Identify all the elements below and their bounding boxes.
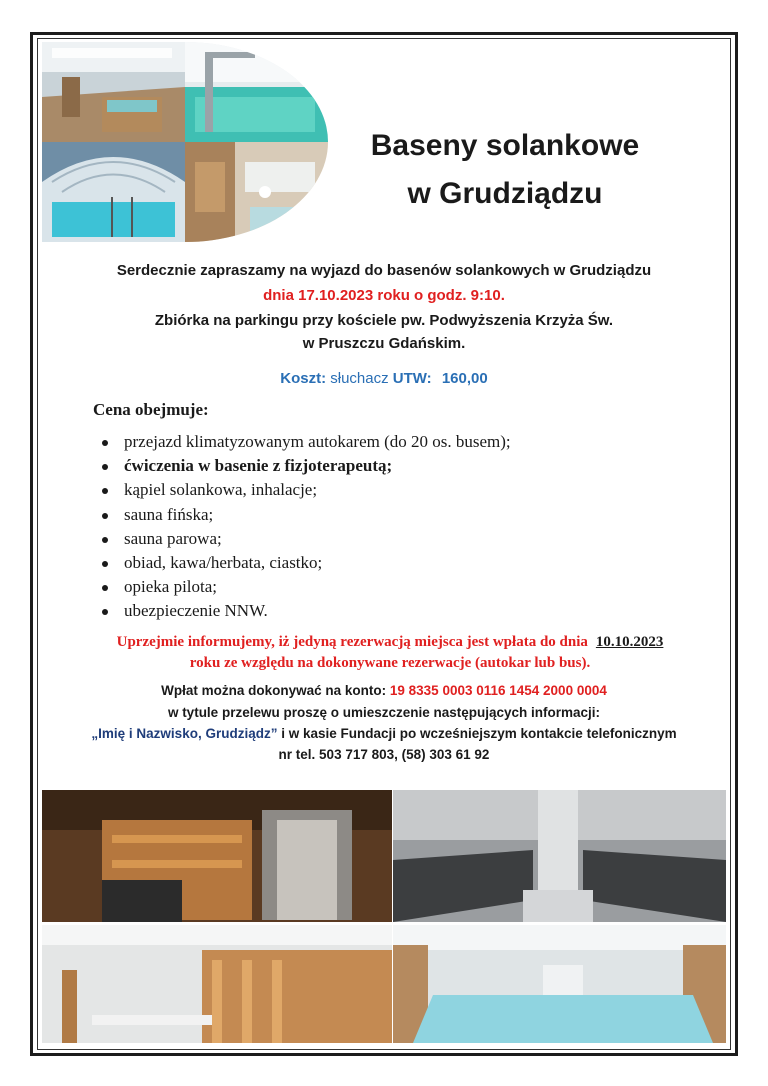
bullet-icon: [102, 440, 108, 446]
list-item: ubezpieczenie NNW.: [92, 599, 511, 623]
phone-numbers: nr tel. 503 717 803, (58) 303 61 92: [278, 747, 490, 762]
bullet-icon: [102, 513, 108, 519]
bullet-icon: [102, 537, 108, 543]
cost-middle: słuchacz: [330, 370, 389, 387]
payment-label: Wpłat można dokonywać na konto:: [161, 683, 387, 698]
invite-date-line: dnia 17.10.2023 roku o godz. 9:10.: [263, 287, 505, 304]
deadline-date: 10.10.2023: [595, 634, 664, 650]
list-item: sauna fińska;: [92, 503, 511, 527]
photo-indoor-pool-hall: [42, 42, 185, 142]
payment-account-line: [40, 683, 728, 698]
notice-line-1: Uprzejmie informujemy, iż jedyną rezerwacją miejsca jest wpłata do dnia 10.10.2023: [116, 634, 664, 650]
photo-glass-roof-pool: [42, 142, 185, 242]
bank-account-number: 19 8335 0003 0116 1454 2000 0004: [389, 683, 607, 698]
pool-collage: [42, 42, 328, 242]
transfer-title-quote: „Imię i Nazwisko, Grudziądz”: [91, 726, 278, 741]
title-line-2: w Grudziądzu: [407, 177, 603, 210]
cost-line: [40, 370, 728, 387]
invite-place-line: w Pruszczu Gdańskim.: [302, 335, 466, 352]
bullet-icon: [102, 464, 108, 470]
list-item: opieka pilota;: [92, 575, 511, 599]
payment-title-content: [40, 726, 728, 741]
cost-amount: 160,00: [441, 370, 488, 387]
cost-utw: UTW:: [392, 370, 432, 387]
payment-title-instruction: w tytule przelewu proszę o umieszczenie następujących informacji:: [167, 705, 601, 720]
notice-line-2: roku ze względu na dokonywane rezerwacje (autokar lub bus).: [189, 655, 591, 671]
invite-meeting-line: Zbiórka na parkingu przy kościele pw. Podwyższenia Krzyża Św.: [154, 312, 614, 329]
invite-line-1: Serdecznie zapraszamy na wyjazd do basenów solankowych w Grudziądzu: [116, 262, 652, 279]
bullet-icon: [102, 585, 108, 591]
transfer-title-rest: i w kasie Fundacji po wcześniejszym kontakcie telefonicznym: [277, 726, 677, 741]
includes-heading: Cena obejmuje:: [93, 400, 209, 419]
photo-pool-with-fountain: [185, 42, 328, 142]
photo-main-pool: [393, 925, 726, 1043]
photo-sauna-room-with-tub: [185, 142, 328, 242]
page-title: [345, 122, 665, 218]
bullet-icon: [102, 488, 108, 494]
photo-finnish-sauna: [42, 790, 392, 922]
bullet-icon: [102, 609, 108, 615]
list-item: przejazd klimatyzowanym autokarem (do 20 os. busem);: [92, 430, 511, 454]
cost-label: Koszt:: [280, 370, 327, 387]
reservation-notice: [90, 632, 690, 674]
title-line-1: Baseny solankowe: [370, 129, 640, 162]
list-item: sauna parowa;: [92, 527, 511, 551]
photo-relax-zone: [42, 925, 392, 1043]
includes-list: [92, 430, 511, 624]
list-item: obiad, kawa/herbata, ciastko;: [92, 551, 511, 575]
list-item: kąpiel solankowa, inhalacje;: [92, 478, 511, 502]
photo-steam-sauna-mosaic: [393, 790, 726, 922]
bullet-icon: [102, 561, 108, 567]
list-item: ćwiczenia w basenie z fizjoterapeutą;: [92, 454, 511, 478]
